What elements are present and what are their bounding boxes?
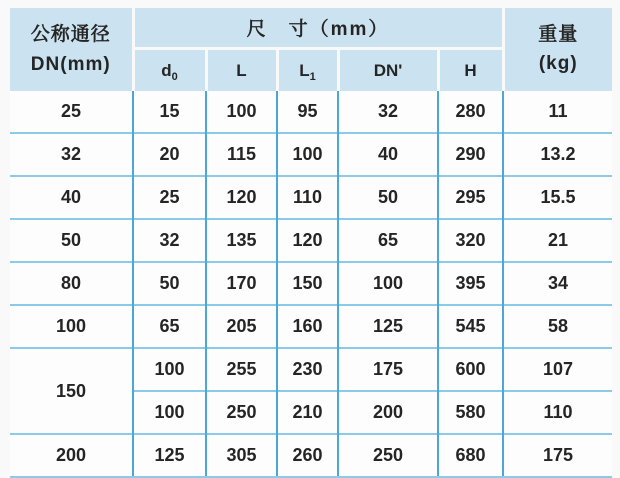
table-cell: 255: [206, 348, 277, 391]
table-cell: 50: [10, 219, 133, 262]
table-cell: 95: [277, 91, 338, 133]
table-cell: 280: [438, 91, 503, 133]
table-row: [10, 133, 612, 176]
table-cell: 680: [438, 434, 503, 477]
table-cell: 175: [338, 348, 438, 391]
dimension-spec-table: [10, 8, 612, 478]
table-cell: 13.2: [503, 133, 612, 176]
table-cell: 11: [503, 91, 612, 133]
table-cell: 40: [10, 176, 133, 219]
header-weight-line1: 重量: [538, 24, 579, 45]
table-cell: 395: [438, 262, 503, 305]
table-cell: 260: [277, 434, 338, 477]
table-row: [10, 219, 612, 262]
table-cell: 25: [10, 91, 133, 133]
table-cell: 175: [503, 434, 612, 477]
table-row: [10, 434, 612, 477]
table-cell: 110: [503, 391, 612, 434]
table-cell: 230: [277, 348, 338, 391]
table-cell: 115: [206, 133, 277, 176]
table-cell: 305: [206, 434, 277, 477]
table-cell: 40: [338, 133, 438, 176]
table-cell: 580: [438, 391, 503, 434]
header-size-group: 尺 寸（mm）: [133, 8, 503, 49]
table-row: [10, 305, 612, 348]
table-cell: 295: [438, 176, 503, 219]
table-cell: 100: [10, 305, 133, 348]
table-cell: 15: [133, 91, 206, 133]
header-col-d0: $d_0$: [133, 49, 206, 92]
header-nominal-diameter: [10, 8, 133, 91]
table-cell: 32: [338, 91, 438, 133]
table-cell: 15.5: [503, 176, 612, 219]
table-cell: 120: [277, 219, 338, 262]
header-weight: [503, 8, 612, 91]
table-cell: 50: [338, 176, 438, 219]
table-cell: 58: [503, 305, 612, 348]
table-cell: 65: [133, 305, 206, 348]
header-col-l: L: [206, 49, 277, 92]
header-row-top: [10, 8, 612, 49]
table-cell: 125: [133, 434, 206, 477]
table-cell: 21: [503, 219, 612, 262]
table-cell: 100: [133, 391, 206, 434]
table-row: [10, 262, 612, 305]
table-cell: 210: [277, 391, 338, 434]
table-row: [10, 91, 612, 133]
header-weight-line2: (kg): [538, 52, 578, 74]
table-row: [10, 348, 612, 391]
table-cell: 250: [206, 391, 277, 434]
table-cell: 20: [133, 133, 206, 176]
header-col-l1: $L_1$: [277, 49, 338, 92]
table-cell: 600: [438, 348, 503, 391]
table-cell: 545: [438, 305, 503, 348]
table-cell: 107: [503, 348, 612, 391]
table-cell: 205: [206, 305, 277, 348]
table-cell: 50: [133, 262, 206, 305]
table-cell: 160: [277, 305, 338, 348]
table-cell: 25: [133, 176, 206, 219]
table-row: [10, 176, 612, 219]
table-cell: 100: [277, 133, 338, 176]
table-cell: 170: [206, 262, 277, 305]
table-cell: 290: [438, 133, 503, 176]
table-cell: 32: [133, 219, 206, 262]
table-cell: 32: [10, 133, 133, 176]
table-cell: 125: [338, 305, 438, 348]
table-cell: 200: [10, 434, 133, 477]
table-cell: 135: [206, 219, 277, 262]
table-cell: 320: [438, 219, 503, 262]
header-col-dn-prime: DN': [338, 49, 438, 92]
table-cell: 200: [338, 391, 438, 434]
table-cell: 250: [338, 434, 438, 477]
table-cell: 100: [338, 262, 438, 305]
header-nominal-diameter-line2: DN(mm): [30, 53, 111, 75]
table-cell: 120: [206, 176, 277, 219]
header-col-h: H: [438, 49, 503, 92]
table-cell-merged-150: 150: [10, 348, 133, 434]
table-cell: 100: [133, 348, 206, 391]
table-cell: 65: [338, 219, 438, 262]
table-cell: 80: [10, 262, 133, 305]
header-nominal-diameter-line1: 公称通径: [30, 24, 111, 46]
table-cell: 100: [206, 91, 277, 133]
table-cell: 34: [503, 262, 612, 305]
table-cell: 110: [277, 176, 338, 219]
table-cell: 150: [277, 262, 338, 305]
